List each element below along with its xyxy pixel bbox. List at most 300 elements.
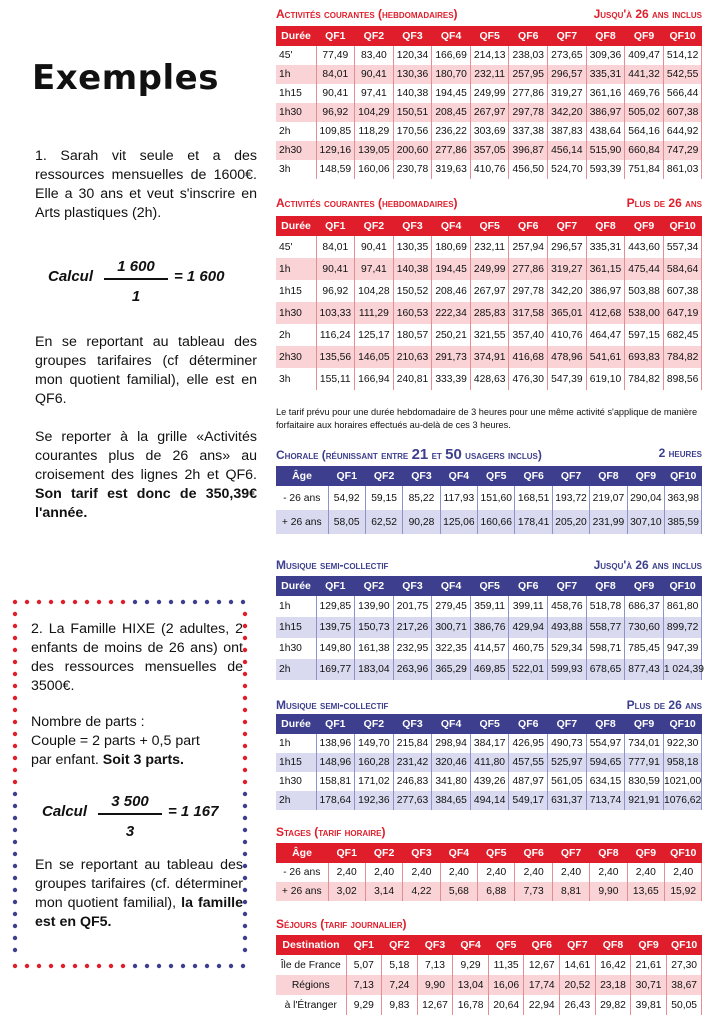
table-cell: 14,61 bbox=[560, 955, 596, 975]
table-cell: 296,57 bbox=[548, 236, 587, 258]
table-cell: 1076,62 bbox=[663, 791, 702, 810]
table-cell: 103,33 bbox=[316, 302, 355, 324]
fraction-bar bbox=[104, 278, 168, 280]
table-cell: 320,46 bbox=[432, 753, 471, 772]
row-label: 1h bbox=[276, 258, 316, 280]
table-row bbox=[276, 160, 702, 179]
table-row bbox=[276, 46, 702, 65]
frame-dot bbox=[133, 964, 137, 968]
table-row bbox=[276, 753, 702, 772]
table-cell: 27,30 bbox=[666, 955, 702, 975]
frame-dot bbox=[169, 600, 173, 604]
column-header: QF3 bbox=[417, 935, 453, 955]
frame-dot bbox=[73, 600, 77, 604]
table-cell: 554,97 bbox=[586, 734, 625, 753]
frame-dot bbox=[243, 648, 247, 652]
frame-dot bbox=[243, 768, 247, 772]
table-cell: 297,78 bbox=[509, 103, 548, 122]
table-cell: 784,82 bbox=[625, 368, 664, 390]
table-cell: 297,78 bbox=[509, 280, 548, 302]
table-cell: 524,70 bbox=[548, 160, 587, 179]
table-cell: 300,71 bbox=[432, 617, 471, 638]
table-cell: 439,26 bbox=[470, 772, 509, 791]
table-cell: 150,73 bbox=[355, 617, 394, 638]
frame-dot bbox=[13, 672, 17, 676]
table-cell: 460,75 bbox=[509, 638, 548, 659]
frame-dot bbox=[243, 912, 247, 916]
column-header: QF1 bbox=[328, 843, 365, 863]
table-cell: 232,95 bbox=[393, 638, 432, 659]
table-cell: 22,94 bbox=[524, 995, 560, 1015]
frame-dot bbox=[13, 684, 17, 688]
table-cell: 1021,00 bbox=[663, 772, 702, 791]
column-header: Âge bbox=[276, 466, 328, 486]
table-cell: 26,43 bbox=[560, 995, 596, 1015]
example2-calc bbox=[42, 793, 252, 843]
table7-title-text: Séjours (tarif journalier) bbox=[276, 917, 407, 931]
table-cell: 747,29 bbox=[663, 141, 702, 160]
table-cell: 538,00 bbox=[625, 302, 664, 324]
column-header: Âge bbox=[276, 843, 328, 863]
column-header: QF1 bbox=[328, 466, 365, 486]
table-cell: 503,88 bbox=[625, 280, 664, 302]
frame-dot bbox=[13, 636, 17, 640]
table-cell: 335,31 bbox=[586, 65, 625, 84]
table-cell: 4,22 bbox=[403, 882, 440, 901]
table-cell: 374,91 bbox=[470, 346, 509, 368]
column-header: Durée bbox=[276, 26, 316, 46]
table-cell: 151,60 bbox=[478, 486, 515, 510]
table-cell: 387,83 bbox=[548, 122, 587, 141]
table-cell: 547,39 bbox=[548, 368, 587, 390]
table-cell: 2,40 bbox=[552, 863, 589, 882]
frame-dot bbox=[13, 888, 17, 892]
column-header: QF10 bbox=[663, 714, 702, 734]
frame-dot bbox=[243, 624, 247, 628]
table-cell: 566,44 bbox=[663, 84, 702, 103]
table-cell: 96,92 bbox=[316, 280, 355, 302]
table6-title-text: Stages (tarif horaire) bbox=[276, 825, 386, 839]
table-cell: 2,40 bbox=[328, 863, 365, 882]
table-cell: 319,27 bbox=[548, 84, 587, 103]
table5-title-text: Musique semi-collectif bbox=[276, 698, 389, 712]
table-cell: 505,02 bbox=[625, 103, 664, 122]
frame-dot bbox=[13, 660, 17, 664]
table-cell: 384,17 bbox=[470, 734, 509, 753]
table-cell: 713,74 bbox=[586, 791, 625, 810]
frame-dot bbox=[49, 964, 53, 968]
table-cell: 13,04 bbox=[453, 975, 489, 995]
row-label: Île de France bbox=[276, 955, 346, 975]
table-cell: 564,16 bbox=[625, 122, 664, 141]
frame-dot bbox=[243, 780, 247, 784]
table-cell: 238,03 bbox=[509, 46, 548, 65]
row-label: Régions bbox=[276, 975, 346, 995]
column-header: QF7 bbox=[548, 714, 587, 734]
table-cell: 322,35 bbox=[432, 638, 471, 659]
column-header: QF10 bbox=[665, 466, 702, 486]
table-cell: 607,38 bbox=[663, 103, 702, 122]
row-label: 3h bbox=[276, 160, 316, 179]
frame-dot bbox=[181, 964, 185, 968]
column-header: QF9 bbox=[631, 935, 667, 955]
table-cell: 693,83 bbox=[625, 346, 664, 368]
table-cell: 231,42 bbox=[393, 753, 432, 772]
table7-title bbox=[276, 915, 702, 933]
table-cell: 922,30 bbox=[663, 734, 702, 753]
table-row bbox=[276, 103, 702, 122]
example1-paragraph3-text: Se reporter à la grille «Activités courantes plus de 26 ans» au croisement des lignes 2h et QF6. bbox=[35, 429, 257, 483]
frame-dot bbox=[243, 936, 247, 940]
frame-dot bbox=[61, 964, 65, 968]
row-label: 2h30 bbox=[276, 346, 316, 368]
table-cell: 171,02 bbox=[355, 772, 394, 791]
table-cell: 168,51 bbox=[515, 486, 552, 510]
table-cell: 149,70 bbox=[355, 734, 394, 753]
table-row bbox=[276, 258, 702, 280]
column-header: QF3 bbox=[393, 714, 432, 734]
table-row bbox=[276, 882, 702, 901]
table-cell: 549,17 bbox=[509, 791, 548, 810]
table-cell: 149,80 bbox=[316, 638, 355, 659]
row-label: 45' bbox=[276, 236, 316, 258]
table-cell: 386,97 bbox=[586, 103, 625, 122]
table-cell: 194,45 bbox=[432, 84, 471, 103]
chorale-title-e: usagers inclus) bbox=[461, 448, 542, 462]
column-header: QF6 bbox=[509, 576, 548, 596]
frame-dot bbox=[13, 600, 17, 604]
table-row bbox=[276, 141, 702, 160]
table-cell: 59,15 bbox=[365, 486, 402, 510]
frame-dot bbox=[121, 964, 125, 968]
table-cell: 830,59 bbox=[625, 772, 664, 791]
table-cell: 634,15 bbox=[586, 772, 625, 791]
column-header: QF2 bbox=[355, 216, 394, 236]
column-header: QF5 bbox=[470, 216, 509, 236]
table-row bbox=[276, 772, 702, 791]
table-cell: 456,50 bbox=[509, 160, 548, 179]
frame-dot bbox=[13, 612, 17, 616]
table2-title bbox=[276, 194, 702, 212]
table-cell: 160,28 bbox=[355, 753, 394, 772]
frame-dot bbox=[37, 600, 41, 604]
table-cell: 160,06 bbox=[355, 160, 394, 179]
table-cell: 178,41 bbox=[515, 510, 552, 534]
table-cell: 494,14 bbox=[470, 791, 509, 810]
column-header: QF2 bbox=[365, 843, 402, 863]
column-header: QF5 bbox=[470, 26, 509, 46]
table-cell: 215,84 bbox=[393, 734, 432, 753]
table-cell: 20,64 bbox=[488, 995, 524, 1015]
table-cell: 150,51 bbox=[393, 103, 432, 122]
table2-age-range: Plus de 26 ans bbox=[626, 196, 702, 210]
table-cell: 277,63 bbox=[393, 791, 432, 810]
table-cell: 240,81 bbox=[393, 368, 432, 390]
table-cell: 97,41 bbox=[355, 84, 394, 103]
frame-dot bbox=[145, 964, 149, 968]
table-cell: 158,81 bbox=[316, 772, 355, 791]
table-cell: 361,16 bbox=[586, 84, 625, 103]
table-cell: 337,38 bbox=[509, 122, 548, 141]
table-cell: 9,83 bbox=[382, 995, 418, 1015]
table-cell: 246,83 bbox=[393, 772, 432, 791]
table-cell: 277,86 bbox=[509, 258, 548, 280]
table-cell: 3,14 bbox=[365, 882, 402, 901]
table-cell: 54,92 bbox=[328, 486, 365, 510]
frame-dot bbox=[13, 732, 17, 736]
table-cell: 958,18 bbox=[663, 753, 702, 772]
table-cell: 200,60 bbox=[393, 141, 432, 160]
table-cell: 385,59 bbox=[665, 510, 702, 534]
table-cell: 194,45 bbox=[432, 258, 471, 280]
table5-age-range: Plus de 26 ans bbox=[626, 698, 702, 712]
frame-dot bbox=[243, 708, 247, 712]
table-cell: 631,37 bbox=[548, 791, 587, 810]
table-cell: 542,55 bbox=[663, 65, 702, 84]
column-header: QF4 bbox=[432, 576, 471, 596]
table-cell: 90,41 bbox=[355, 65, 394, 84]
parts-line2: Couple = 2 parts + 0,5 part bbox=[31, 733, 200, 749]
frame-dot bbox=[85, 964, 89, 968]
table-row bbox=[276, 510, 702, 534]
frame-dot bbox=[181, 600, 185, 604]
table-cell: 2,40 bbox=[403, 863, 440, 882]
frame-dot bbox=[13, 864, 17, 868]
frame-dot bbox=[97, 600, 101, 604]
table-chorale bbox=[276, 466, 702, 534]
column-header: QF6 bbox=[524, 935, 560, 955]
table-row bbox=[276, 734, 702, 753]
column-header: QF3 bbox=[393, 216, 432, 236]
column-header: QF6 bbox=[509, 216, 548, 236]
table1-age-range: Jusqu'à 26 ans inclus bbox=[593, 7, 702, 21]
table-cell: 414,57 bbox=[470, 638, 509, 659]
table-cell: 561,05 bbox=[548, 772, 587, 791]
table-cell: 150,52 bbox=[393, 280, 432, 302]
table-cell: 9,29 bbox=[453, 955, 489, 975]
table-header-row bbox=[276, 216, 702, 236]
table-cell: 139,05 bbox=[355, 141, 394, 160]
table5-title bbox=[276, 696, 702, 714]
column-header: QF5 bbox=[470, 576, 509, 596]
column-header: QF7 bbox=[548, 26, 587, 46]
table-activities-under26 bbox=[276, 26, 702, 179]
frame-dot bbox=[229, 600, 233, 604]
column-header: QF8 bbox=[590, 466, 627, 486]
column-header: QF10 bbox=[666, 935, 702, 955]
table4-title bbox=[276, 556, 702, 574]
frame-dot bbox=[13, 828, 17, 832]
example1-tarif-bold: Son tarif est donc de 350,39€ l'année. bbox=[35, 486, 257, 521]
table-cell: 17,74 bbox=[524, 975, 560, 995]
table-cell: 647,19 bbox=[663, 302, 702, 324]
table-cell: 83,40 bbox=[355, 46, 394, 65]
frame-dot bbox=[169, 964, 173, 968]
table3-title-text bbox=[276, 446, 542, 463]
table-cell: 214,13 bbox=[470, 46, 509, 65]
frame-dot bbox=[61, 600, 65, 604]
row-label: 1h15 bbox=[276, 84, 316, 103]
table-cell: 178,64 bbox=[316, 791, 355, 810]
table-cell: 309,36 bbox=[586, 46, 625, 65]
table-cell: 160,53 bbox=[393, 302, 432, 324]
row-label: 2h bbox=[276, 791, 316, 810]
table-cell: 317,58 bbox=[509, 302, 548, 324]
table-cell: 7,13 bbox=[346, 975, 382, 995]
frame-dot bbox=[73, 964, 77, 968]
table-cell: 487,97 bbox=[509, 772, 548, 791]
table-cell: 333,39 bbox=[432, 368, 471, 390]
column-header: QF4 bbox=[453, 935, 489, 955]
column-header: QF5 bbox=[478, 843, 515, 863]
row-label: 1h30 bbox=[276, 103, 316, 122]
examples-title: Exemples bbox=[32, 58, 219, 98]
table-cell: 285,83 bbox=[470, 302, 509, 324]
row-label: 1h bbox=[276, 65, 316, 84]
table-cell: 148,59 bbox=[316, 160, 355, 179]
table-cell: 475,44 bbox=[625, 258, 664, 280]
table-cell: 129,16 bbox=[316, 141, 355, 160]
table-cell: 3,02 bbox=[328, 882, 365, 901]
table-cell: 594,65 bbox=[586, 753, 625, 772]
fraction-bar bbox=[98, 813, 162, 815]
table-row bbox=[276, 955, 702, 975]
column-header: QF2 bbox=[355, 26, 394, 46]
frame-dot bbox=[121, 600, 125, 604]
table-cell: 599,93 bbox=[548, 659, 587, 680]
table-cell: 249,99 bbox=[470, 84, 509, 103]
table-cell: 438,64 bbox=[586, 122, 625, 141]
column-header: QF4 bbox=[440, 843, 477, 863]
row-label: 2h30 bbox=[276, 141, 316, 160]
table-cell: 232,11 bbox=[470, 236, 509, 258]
table1-title bbox=[276, 5, 702, 23]
chorale-title-c: et bbox=[428, 448, 446, 462]
calc-result: = 1 600 bbox=[174, 268, 225, 285]
column-header: QF2 bbox=[355, 714, 394, 734]
frame-dot bbox=[193, 964, 197, 968]
chorale-title-b: 21 bbox=[411, 446, 429, 463]
row-label: 2h bbox=[276, 659, 316, 680]
table-cell: 426,95 bbox=[509, 734, 548, 753]
frame-dot bbox=[13, 924, 17, 928]
table-cell: 441,32 bbox=[625, 65, 664, 84]
table-cell: 219,07 bbox=[590, 486, 627, 510]
table-header-row bbox=[276, 843, 702, 863]
table-cell: 139,75 bbox=[316, 617, 355, 638]
row-label: + 26 ans bbox=[276, 510, 328, 534]
table-activities-over26 bbox=[276, 216, 702, 390]
table-cell: 598,71 bbox=[586, 638, 625, 659]
row-label: 1h30 bbox=[276, 772, 316, 791]
table-cell: 416,68 bbox=[509, 346, 548, 368]
table-row bbox=[276, 617, 702, 638]
table-cell: 16,78 bbox=[453, 995, 489, 1015]
table-cell: 877,43 bbox=[625, 659, 664, 680]
frame-dot bbox=[13, 840, 17, 844]
column-header: QF4 bbox=[440, 466, 477, 486]
table3-title bbox=[276, 444, 702, 462]
table-cell: 12,67 bbox=[417, 995, 453, 1015]
column-header: QF1 bbox=[316, 216, 355, 236]
table-cell: 399,11 bbox=[509, 596, 548, 617]
example2-paragraph2-text: En se reportant au tableau des groupes tarifaires (cf. déterminer mon quotient familial), bbox=[35, 857, 243, 911]
table-cell: 39,81 bbox=[631, 995, 667, 1015]
table-cell: 644,92 bbox=[663, 122, 702, 141]
column-header: QF6 bbox=[509, 26, 548, 46]
row-label: 1h15 bbox=[276, 617, 316, 638]
frame-dot bbox=[243, 696, 247, 700]
column-header: QF6 bbox=[515, 843, 552, 863]
frame-dot bbox=[13, 964, 17, 968]
column-header: QF3 bbox=[403, 843, 440, 863]
table-cell: 30,71 bbox=[631, 975, 667, 995]
table-cell: 7,24 bbox=[382, 975, 418, 995]
column-header: QF7 bbox=[560, 935, 596, 955]
table-cell: 335,31 bbox=[586, 236, 625, 258]
frame-dot bbox=[243, 612, 247, 616]
table-row bbox=[276, 280, 702, 302]
table-cell: 205,20 bbox=[552, 510, 589, 534]
table-cell: 7,13 bbox=[417, 955, 453, 975]
calc-numerator: 3 500 bbox=[111, 793, 149, 810]
parts-line3: par enfant. bbox=[31, 752, 99, 768]
table-cell: 357,05 bbox=[470, 141, 509, 160]
table-cell: 898,56 bbox=[663, 368, 702, 390]
table-row bbox=[276, 236, 702, 258]
table-cell: 169,77 bbox=[316, 659, 355, 680]
frame-dot bbox=[243, 948, 247, 952]
table-cell: 109,85 bbox=[316, 122, 355, 141]
table-cell: 140,38 bbox=[393, 258, 432, 280]
table-cell: 921,91 bbox=[625, 791, 664, 810]
table4-age-range: Jusqu'à 26 ans inclus bbox=[593, 558, 702, 572]
table2-title-text: Activités courantes (hebdomadaires) bbox=[276, 196, 458, 210]
table-cell: 458,76 bbox=[548, 596, 587, 617]
table-cell: 1 024,39 bbox=[663, 659, 702, 680]
table-cell: 85,22 bbox=[403, 486, 440, 510]
table-cell: 166,69 bbox=[432, 46, 471, 65]
table-row bbox=[276, 302, 702, 324]
table-cell: 5,18 bbox=[382, 955, 418, 975]
column-header: QF9 bbox=[625, 714, 664, 734]
table-cell: 557,34 bbox=[663, 236, 702, 258]
table-cell: 90,28 bbox=[403, 510, 440, 534]
example1-intro: 1. Sarah vit seule et a des ressources mensuelles de 1600€. Elle a 30 ans et veut s'inscrire en Arts plastiques (2h). bbox=[35, 148, 257, 221]
table-cell: 593,39 bbox=[586, 160, 625, 179]
column-header: QF7 bbox=[552, 466, 589, 486]
frame-dot bbox=[205, 964, 209, 968]
table-row bbox=[276, 791, 702, 810]
table-cell: 476,30 bbox=[509, 368, 548, 390]
table-cell: 160,66 bbox=[478, 510, 515, 534]
column-header: QF8 bbox=[586, 714, 625, 734]
frame-dot bbox=[13, 648, 17, 652]
table-cell: 409,47 bbox=[625, 46, 664, 65]
table-cell: 38,67 bbox=[666, 975, 702, 995]
table-cell: 138,96 bbox=[316, 734, 355, 753]
row-label: à l'Étranger bbox=[276, 995, 346, 1015]
table-cell: 104,28 bbox=[355, 280, 394, 302]
table-cell: 236,22 bbox=[432, 122, 471, 141]
table-cell: 682,45 bbox=[663, 324, 702, 346]
column-header: QF4 bbox=[432, 26, 471, 46]
table-cell: 464,47 bbox=[586, 324, 625, 346]
table-row bbox=[276, 659, 702, 680]
table-cell: 97,41 bbox=[355, 258, 394, 280]
table-cell: 558,77 bbox=[586, 617, 625, 638]
table-cell: 84,01 bbox=[316, 65, 355, 84]
